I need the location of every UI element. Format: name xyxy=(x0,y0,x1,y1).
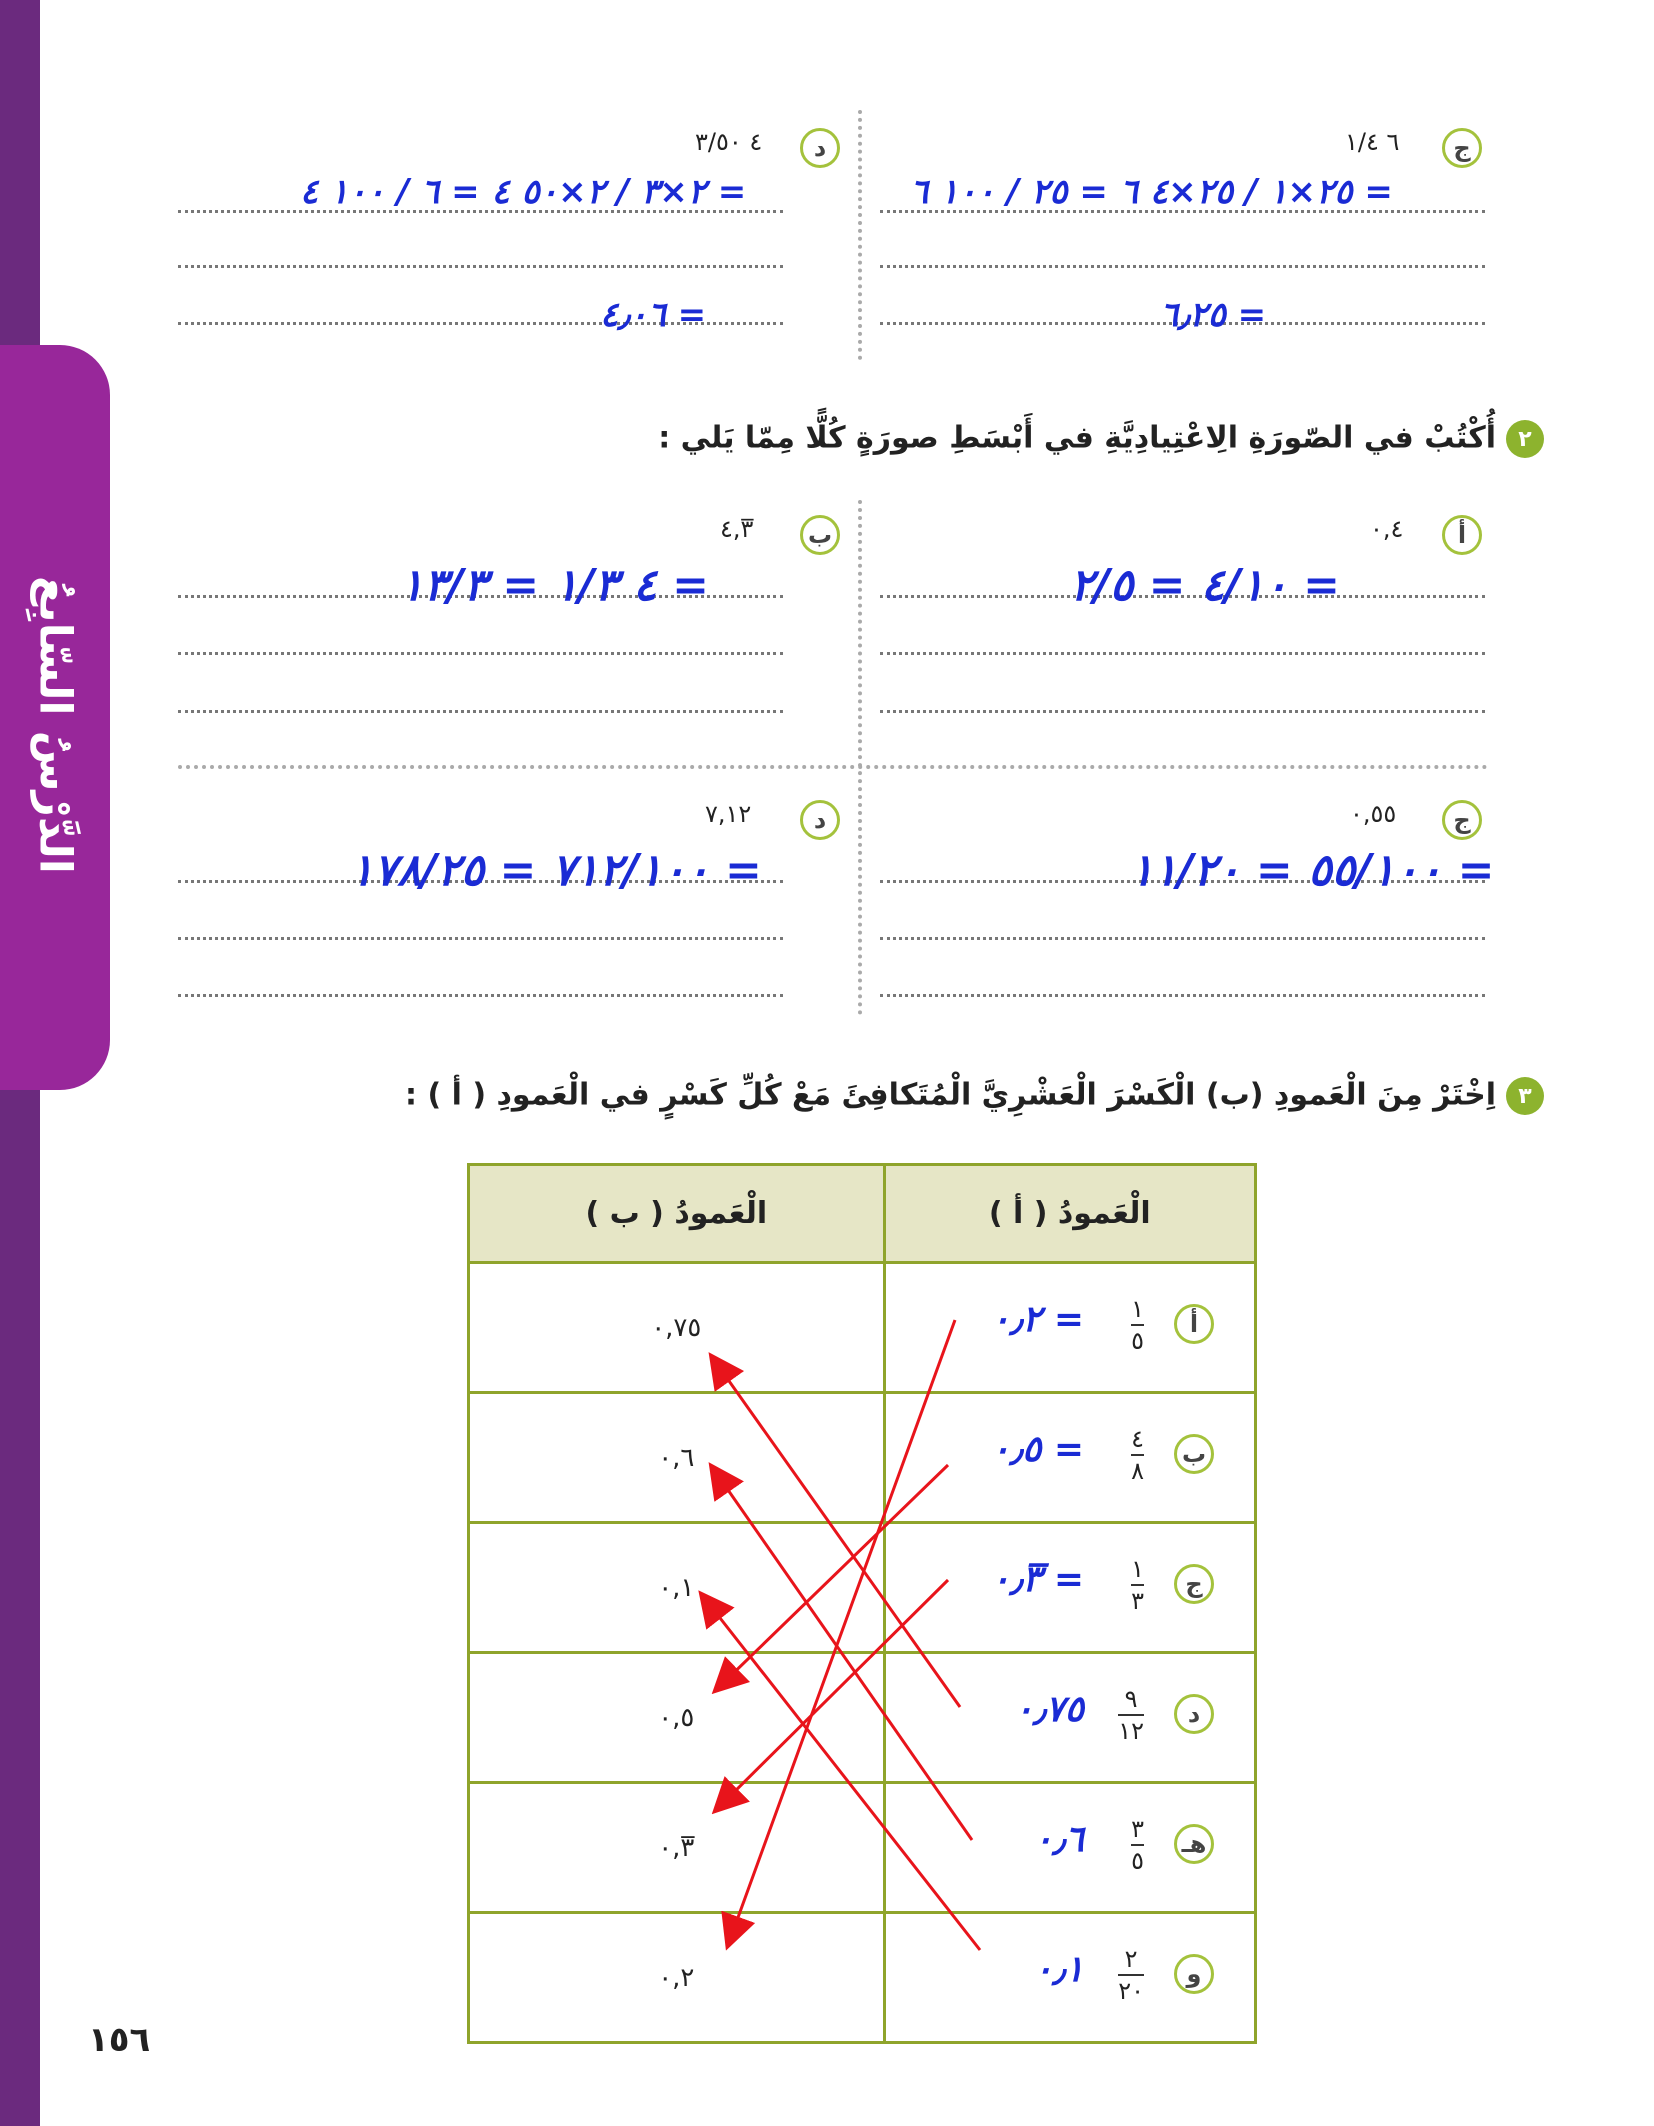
q3-title-text: اِخْتَرْ مِنَ الْعَمودِ (ب) الْكَسْرَ الْعَشْرِيَّ الْمُتَكافِئَ مَعْ كُلِّ كَسْرٍ في الْعَمودِ ( أ ) : xyxy=(405,1077,1496,1113)
fraction-denominator: ٥ xyxy=(1131,1847,1144,1875)
q2-item-b-expression: ٤,٣̅ xyxy=(720,515,754,543)
match-arrow xyxy=(716,1580,948,1810)
item-d-answer-2: = ٤٫٠٦ xyxy=(600,295,707,335)
handwritten-answer: = ٠٫٥ xyxy=(990,1429,1084,1470)
item-d-expression: ٤ ٣/٥٠ xyxy=(695,128,763,156)
q2-item-j-label: ج xyxy=(1442,800,1482,840)
col-b-value: ٠,١ xyxy=(469,1523,885,1653)
item-d-answer-1: = ٢×٣ / ٢×٥٠ ٤ = ٦ / ١٠٠ ٤ xyxy=(300,172,747,212)
col-b-value: ٠,٣̅ xyxy=(469,1783,885,1913)
lesson-title: الدَّرْسُ السّابِعُ xyxy=(29,576,81,874)
handwritten-answer: ٠٫١ xyxy=(1033,1949,1084,1990)
row-label: أ xyxy=(1174,1304,1214,1344)
item-j-label: ج xyxy=(1442,128,1482,168)
q2-item-d-answer: = ٧١٢/١٠٠ = ١٧٨/٢٥ xyxy=(350,845,762,896)
fraction-numerator: ٣ xyxy=(1131,1814,1144,1846)
page-number: ١٥٦ xyxy=(88,2020,151,2060)
fraction-denominator: ٥ xyxy=(1131,1327,1144,1355)
match-arrow xyxy=(712,1467,972,1840)
q2-item-a-label: أ xyxy=(1442,515,1482,555)
col-b-value: ٠,٦ xyxy=(469,1393,885,1523)
row-label: و xyxy=(1174,1954,1214,1994)
col-a-header: الْعَمودُ ( أ ) xyxy=(884,1165,1255,1263)
col-b-value: ٠,٧٥ xyxy=(469,1263,885,1393)
q2-item-a-answer: = ٤/١٠ = ٢/٥ xyxy=(1070,560,1341,611)
item-j-expression: ٦ ١/٤ xyxy=(1345,128,1400,156)
q2-item-a-expression: ٠,٤ xyxy=(1370,515,1404,543)
q2-item-d-expression: ٧,١٢ xyxy=(705,800,752,828)
fraction-denominator: ٣ xyxy=(1131,1587,1144,1615)
q2-item-j-expression: ٠,٥٥ xyxy=(1350,800,1397,828)
handwritten-answer: = ٠٫٢ xyxy=(990,1299,1084,1340)
q2-item-b-answer: = ٤ ١/٣ = ١٣/٣ xyxy=(400,560,709,611)
fraction-numerator: ٢ xyxy=(1118,1944,1144,1976)
handwritten-answer: ٠٫٦ xyxy=(1033,1819,1084,1860)
row-label: ب xyxy=(1174,1434,1214,1474)
row-label: ج xyxy=(1174,1564,1214,1604)
q2-title-text: أُكْتُبْ في الصّورَةِ الِاعْتِيادِيَّةِ في أَبْسَطِ صورَةٍ كُلًّا مِمّا يَلي : xyxy=(658,420,1496,456)
col-b-value: ٠,٢ xyxy=(469,1913,885,2043)
match-arrow xyxy=(702,1595,980,1950)
fraction-numerator: ١ xyxy=(1131,1294,1144,1326)
item-d-label: د xyxy=(800,128,840,168)
q2-item-d-label: د xyxy=(800,800,840,840)
item-j-answer-1: = ٢٥×١ / ٢٥×٤ ٦ = ٢٥ / ١٠٠ ٦ xyxy=(910,172,1393,212)
row-label: هـ xyxy=(1174,1824,1214,1864)
fraction-denominator: ١٢ xyxy=(1118,1717,1144,1745)
q2-item-b-label: ب xyxy=(800,515,840,555)
q2-number: ٢ xyxy=(1506,420,1544,458)
fraction-numerator: ٩ xyxy=(1118,1684,1144,1716)
fraction-numerator: ١ xyxy=(1131,1554,1144,1586)
q2-item-j-answer: = ٥٥/١٠٠ = ١١/٢٠ xyxy=(1130,845,1495,896)
fraction-denominator: ٢٠ xyxy=(1118,1977,1144,2005)
row-label: د xyxy=(1174,1694,1214,1734)
col-b-header: الْعَمودُ ( ب ) xyxy=(469,1165,885,1263)
handwritten-answer: ٠٫٧٥ xyxy=(1014,1689,1084,1730)
q3-number: ٣ xyxy=(1506,1077,1544,1115)
fraction-denominator: ٨ xyxy=(1131,1457,1144,1485)
col-b-value: ٠,٥ xyxy=(469,1653,885,1783)
handwritten-answer: = ٠٫٣̅ xyxy=(990,1559,1084,1600)
match-arrow xyxy=(728,1320,955,1945)
fraction-numerator: ٤ xyxy=(1131,1424,1144,1456)
item-j-answer-2: = ٦٫٢٥ xyxy=(1160,295,1267,335)
